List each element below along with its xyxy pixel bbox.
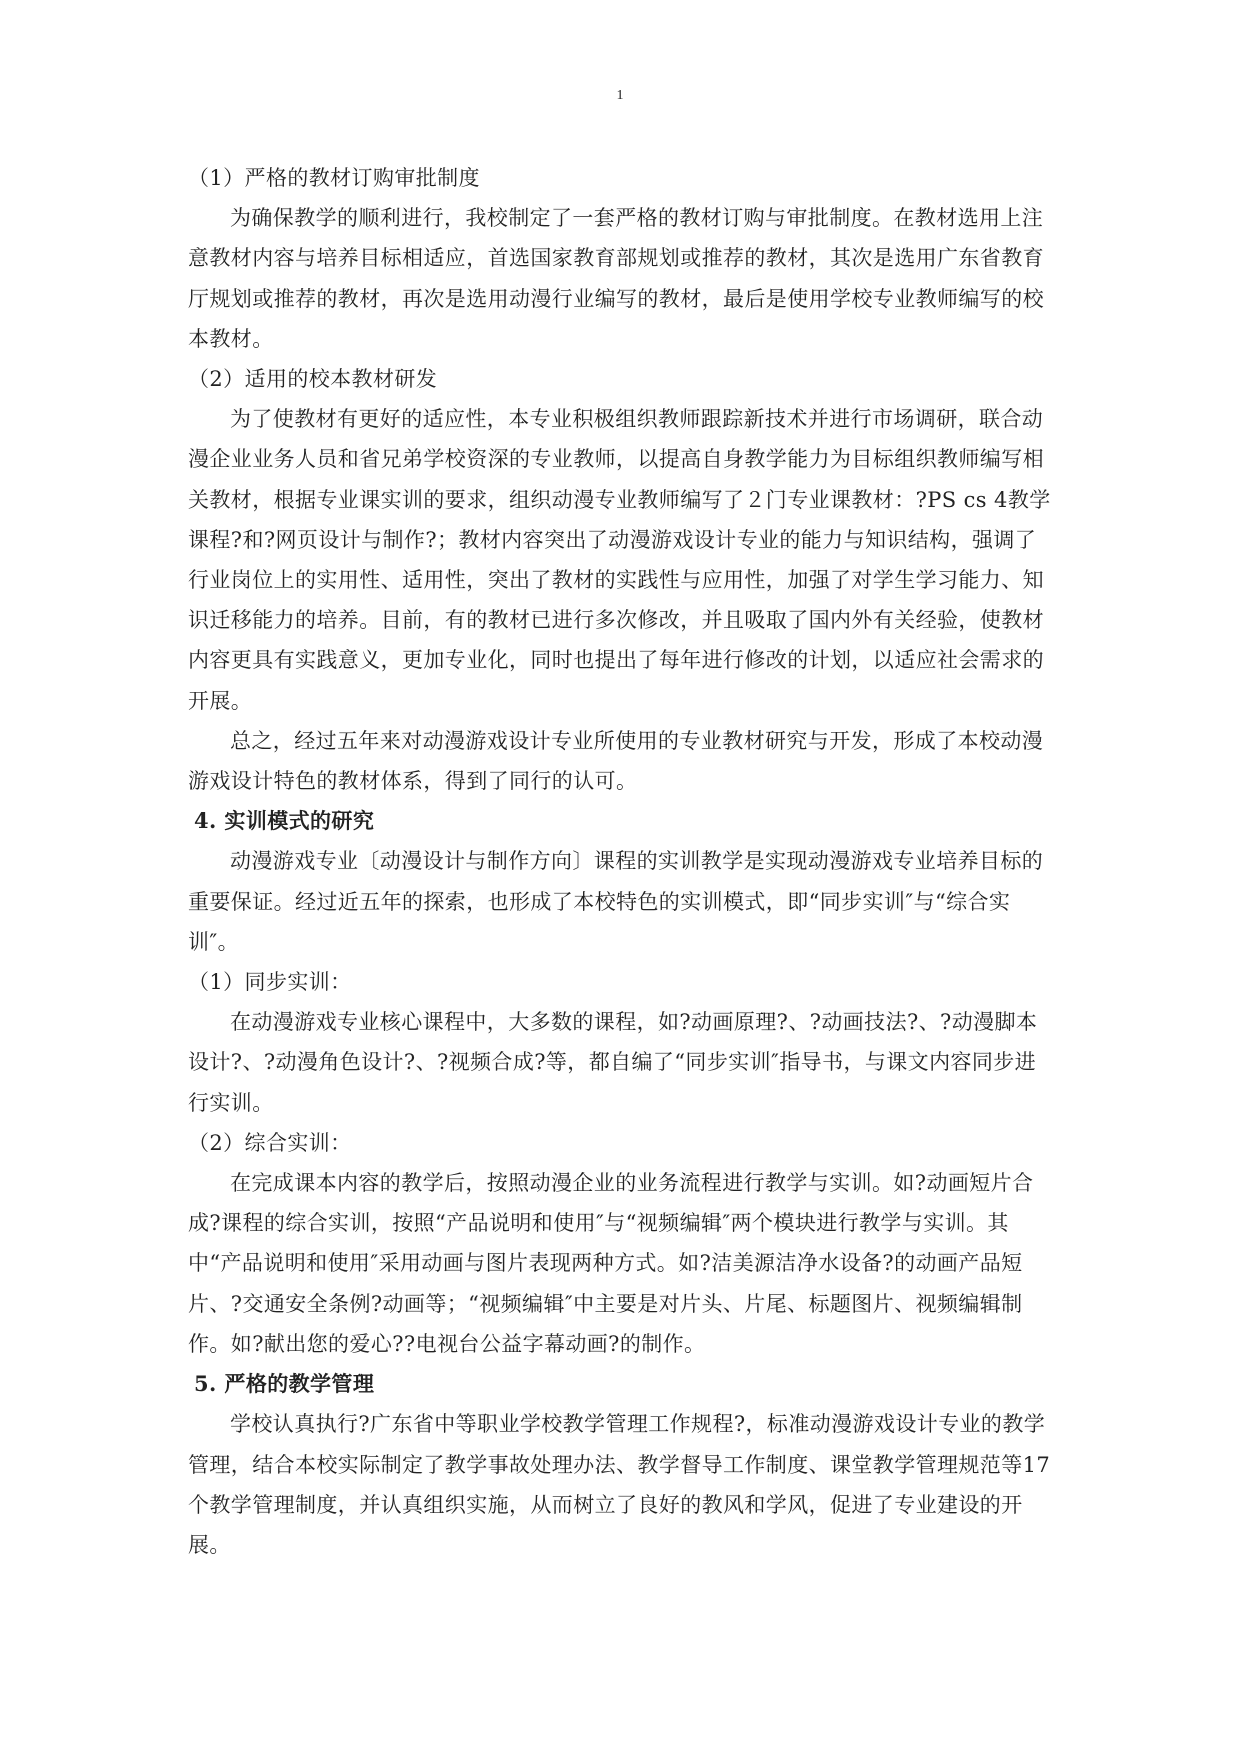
subheading: （1）同步实训： [188,970,352,995]
paragraph: 为了使教材有更好的适应性，本专业积极组织教师跟踪新技术并进行市场调研，联合动漫企业业务人员和省兄弟学校资深的专业教师，以提高自身教学能力为目标组织教师编写相关教材，根据专业课实训的要求，组织动漫专业教师编写了２门专业课教材：?PS cs 4教学课程?和?网页设计与制作?；教材内容突出了动漫游戏设计专业的能力与知识结构，强调了行业岗位上的实用性、适用性，突出了教材的实践性与应用性，加强了对学生学习能力、知识迁移能力的培养。目前，有的教材已进行多次修改，并且吸取了国内外有关经验，使教材内容更具有实践意义，更加专业化，同时也提出了每年进行修改的计划，以适应社会需求的开展。 [188,407,1051,713]
section-heading: 4. 实训模式的研究 [194,808,375,834]
paragraph: 动漫游戏专业〔动漫设计与制作方向〕课程的实训教学是实现动漫游戏专业培养目标的重要保证。经过近五年的探索，也形成了本校特色的实训模式，即“同步实训″与“综合实训″。 [188,849,1044,954]
section-heading: 5. 严格的教学管理 [194,1371,375,1397]
page-number: 1 [616,88,624,103]
subheading: （2）综合实训： [188,1130,352,1155]
paragraph: 总之，经过五年来对动漫游戏设计专业所使用的专业教材研究与开发，形成了本校动漫游戏设计特色的教材体系，得到了同行的认可。 [188,728,1044,794]
paragraph: 学校认真执行?广东省中等职业学校教学管理工作规程?，标准动漫游戏设计专业的教学管理，结合本校实际制定了教学事故处理办法、教学督导工作制度、课堂教学管理规范等17个教学管理制度，并认真组织实施，从而树立了良好的教风和学风，促进了专业建设的开展。 [188,1412,1051,1557]
subheading: （2）适用的校本教材研发 [188,367,438,392]
paragraph: 为确保教学的顺利进行，我校制定了一套严格的教材订购与审批制度。在教材选用上注意教材内容与培养目标相适应，首选国家教育部规划或推荐的教材，其次是选用广东省教育厅规划或推荐的教材，再次是选用动漫行业编写的教材，最后是使用学校专业教师编写的校本教材。 [188,206,1044,351]
paragraph: 在完成课本内容的教学后，按照动漫企业的业务流程进行教学与实训。如?动画短片合成?课程的综合实训，按照“产品说明和使用″与“视频编辑″两个模块进行教学与实训。其中“产品说明和使用″采用动画与图片表现两种方式。如?洁美源洁净水设备?的动画产品短片、?交通安全条例?动画等；“视频编辑″中主要是对片头、片尾、标题图片、视频编辑制作。如?献出您的爱心??电视台公益字幕动画?的制作。 [188,1171,1034,1356]
subheading: （1）严格的教材订购审批制度 [188,166,480,190]
paragraph: 在动漫游戏专业核心课程中，大多数的课程，如?动画原理?、?动画技法?、?动漫脚本设计?、?动漫角色设计?、?视频合成?等，都自编了“同步实训″指导书，与课文内容同步进行实训。 [188,1010,1038,1115]
document-body [188,158,1054,1565]
